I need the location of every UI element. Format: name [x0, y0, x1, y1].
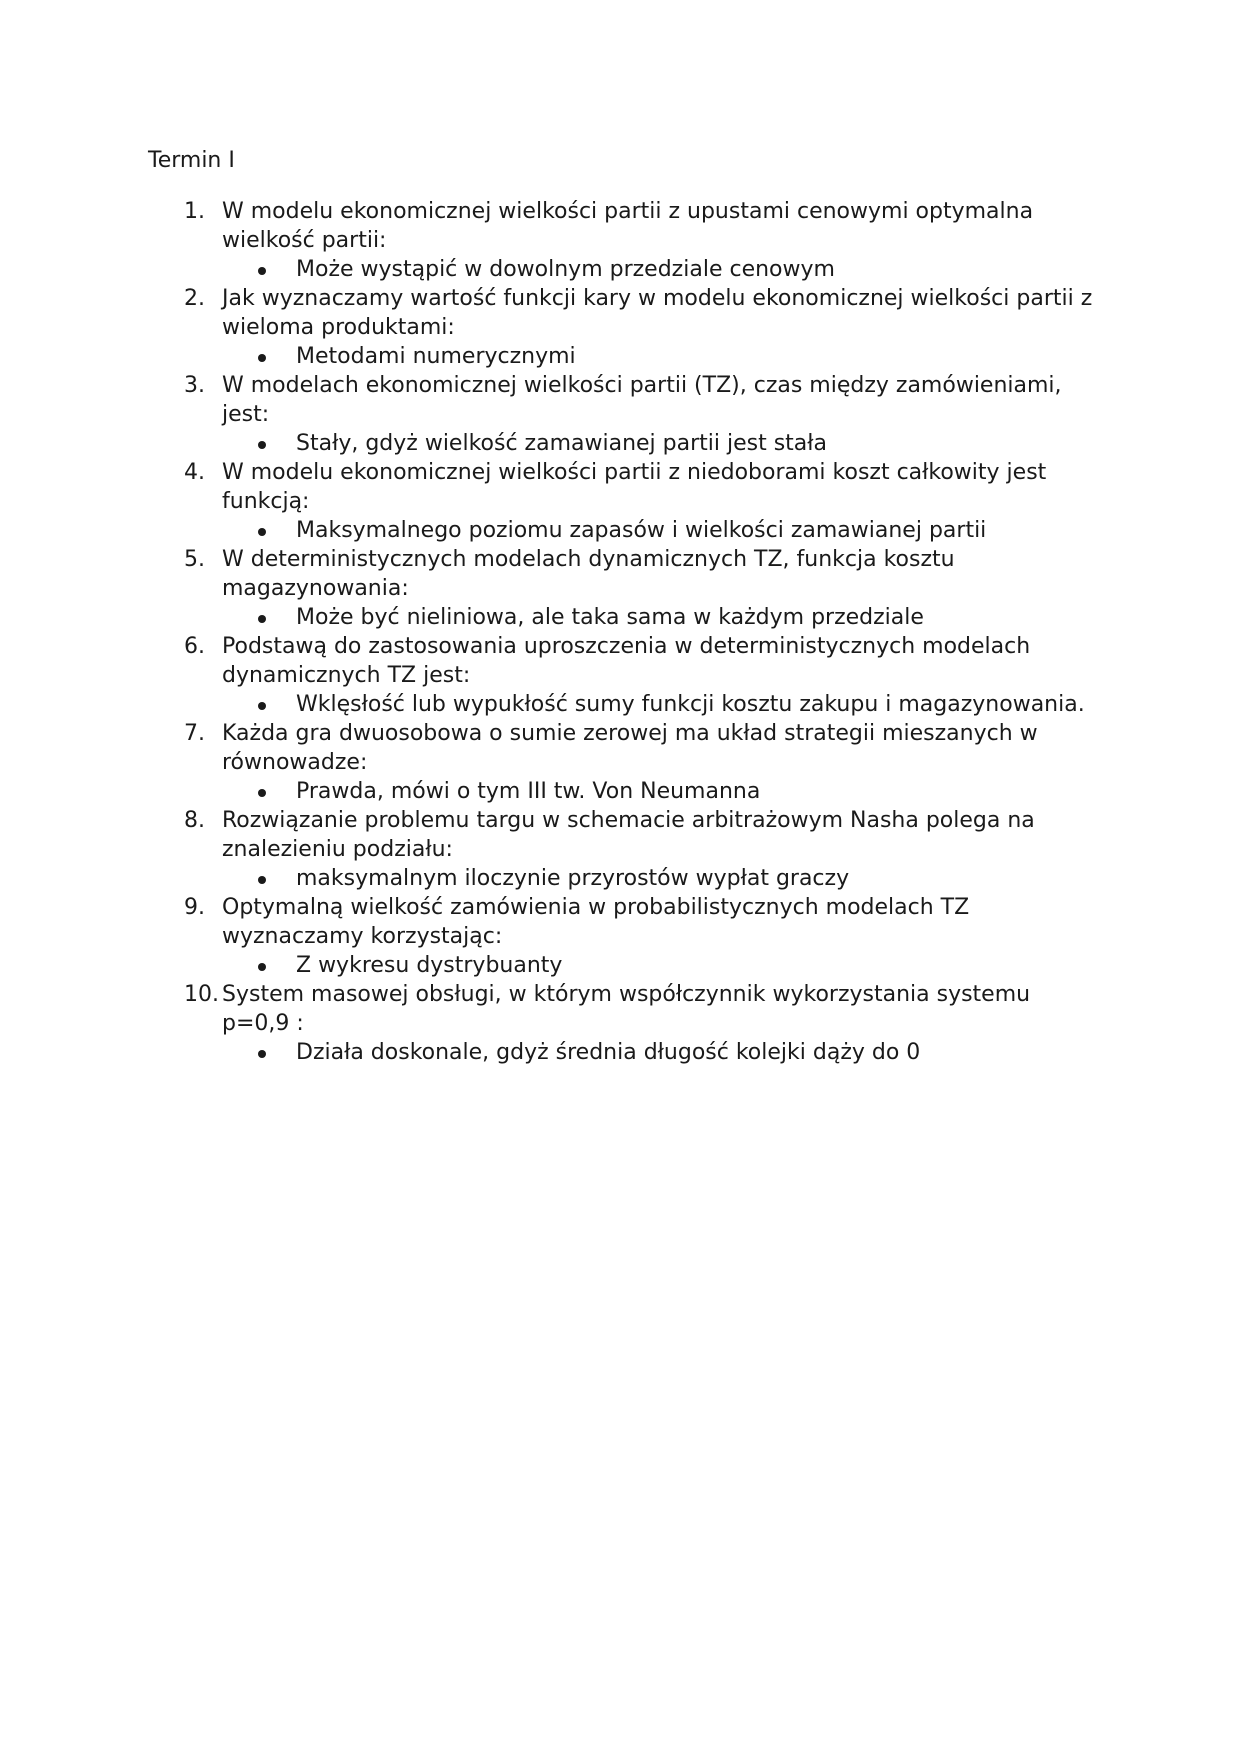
- document-title: Termin I: [148, 148, 235, 173]
- question-list: [148, 197, 1098, 1067]
- question-item: [148, 545, 1098, 632]
- question-item: [148, 632, 1098, 719]
- question-number: 2.: [184, 286, 205, 311]
- answer-text: Metodami numerycznymi: [296, 344, 576, 369]
- bullet-icon: [258, 1050, 266, 1058]
- question-text: Optymalną wielkość zamówienia w probabilistycznych modelach TZ wyznaczamy korzystając:: [222, 895, 970, 949]
- question-item: [148, 893, 1098, 980]
- question-item: [148, 197, 1098, 284]
- bullet-icon: [258, 354, 266, 362]
- answer-list: [222, 429, 1098, 458]
- answer-list: [222, 1038, 1098, 1067]
- answer-text: Wklęsłość lub wypukłość sumy funkcji kosztu zakupu i magazynowania.: [296, 692, 1085, 717]
- bullet-icon: [258, 615, 266, 623]
- answer-item: [222, 864, 1098, 893]
- answer-item: [222, 255, 1098, 284]
- question-text: W modelu ekonomicznej wielkości partii z upustami cenowymi optymalna wielkość partii:: [222, 199, 1034, 253]
- answer-list: [222, 516, 1098, 545]
- answer-item: [222, 777, 1098, 806]
- answer-item: [222, 951, 1098, 980]
- question-item: [148, 371, 1098, 458]
- answer-text: Z wykresu dystrybuanty: [296, 953, 563, 978]
- answer-item: [222, 603, 1098, 632]
- bullet-icon: [258, 528, 266, 536]
- answer-item: [222, 429, 1098, 458]
- question-item: [148, 458, 1098, 545]
- bullet-icon: [258, 789, 266, 797]
- answer-item: [222, 1038, 1098, 1067]
- question-number: 8.: [184, 808, 205, 833]
- answer-text: Maksymalnego poziomu zapasów i wielkości zamawianej partii: [296, 518, 987, 543]
- bullet-icon: [258, 441, 266, 449]
- answer-text: maksymalnym iloczynie przyrostów wypłat graczy: [296, 866, 850, 891]
- answer-list: [222, 342, 1098, 371]
- question-number: 6.: [184, 634, 205, 659]
- bullet-icon: [258, 267, 266, 275]
- question-number: 10.: [184, 982, 219, 1007]
- question-number: 4.: [184, 460, 205, 485]
- bullet-icon: [258, 963, 266, 971]
- bullet-icon: [258, 876, 266, 884]
- question-text: W modelach ekonomicznej wielkości partii (TZ), czas między zamówieniami, jest:: [222, 373, 1062, 427]
- answer-item: [222, 516, 1098, 545]
- answer-list: [222, 603, 1098, 632]
- question-item: [148, 284, 1098, 371]
- question-number: 7.: [184, 721, 205, 746]
- answer-text: Może być nieliniowa, ale taka sama w każdym przedziale: [296, 605, 924, 630]
- answer-list: [222, 864, 1098, 893]
- question-text: System masowej obsługi, w którym współczynnik wykorzystania systemu p=0,9 :: [222, 982, 1031, 1036]
- question-text: W modelu ekonomicznej wielkości partii z niedoborami koszt całkowity jest funkcją:: [222, 460, 1047, 514]
- question-text: W deterministycznych modelach dynamicznych TZ, funkcja kosztu magazynowania:: [222, 547, 955, 601]
- question-number: 5.: [184, 547, 205, 572]
- question-item: [148, 980, 1098, 1067]
- question-text: Rozwiązanie problemu targu w schemacie arbitrażowym Nasha polega na znalezieniu podziału:: [222, 808, 1035, 862]
- question-text: Każda gra dwuosobowa o sumie zerowej ma układ strategii mieszanych w równowadze:: [222, 721, 1038, 775]
- answer-list: [222, 690, 1098, 719]
- answer-list: [222, 951, 1098, 980]
- answer-item: [222, 342, 1098, 371]
- question-item: [148, 719, 1098, 806]
- bullet-icon: [258, 702, 266, 710]
- question-number: 9.: [184, 895, 205, 920]
- question-text: Podstawą do zastosowania uproszczenia w deterministycznych modelach dynamicznych TZ jest:: [222, 634, 1031, 688]
- answer-text: Działa doskonale, gdyż średnia długość kolejki dąży do 0: [296, 1040, 921, 1065]
- answer-list: [222, 255, 1098, 284]
- answer-text: Prawda, mówi o tym III tw. Von Neumanna: [296, 779, 761, 804]
- answer-text: Może wystąpić w dowolnym przedziale cenowym: [296, 257, 835, 282]
- answer-item: [222, 690, 1098, 719]
- question-number: 3.: [184, 373, 205, 398]
- question-number: 1.: [184, 199, 205, 224]
- answer-text: Stały, gdyż wielkość zamawianej partii jest stała: [296, 431, 828, 456]
- question-item: [148, 806, 1098, 893]
- question-text: Jak wyznaczamy wartość funkcji kary w modelu ekonomicznej wielkości partii z wieloma produktami:: [222, 286, 1093, 340]
- answer-list: [222, 777, 1098, 806]
